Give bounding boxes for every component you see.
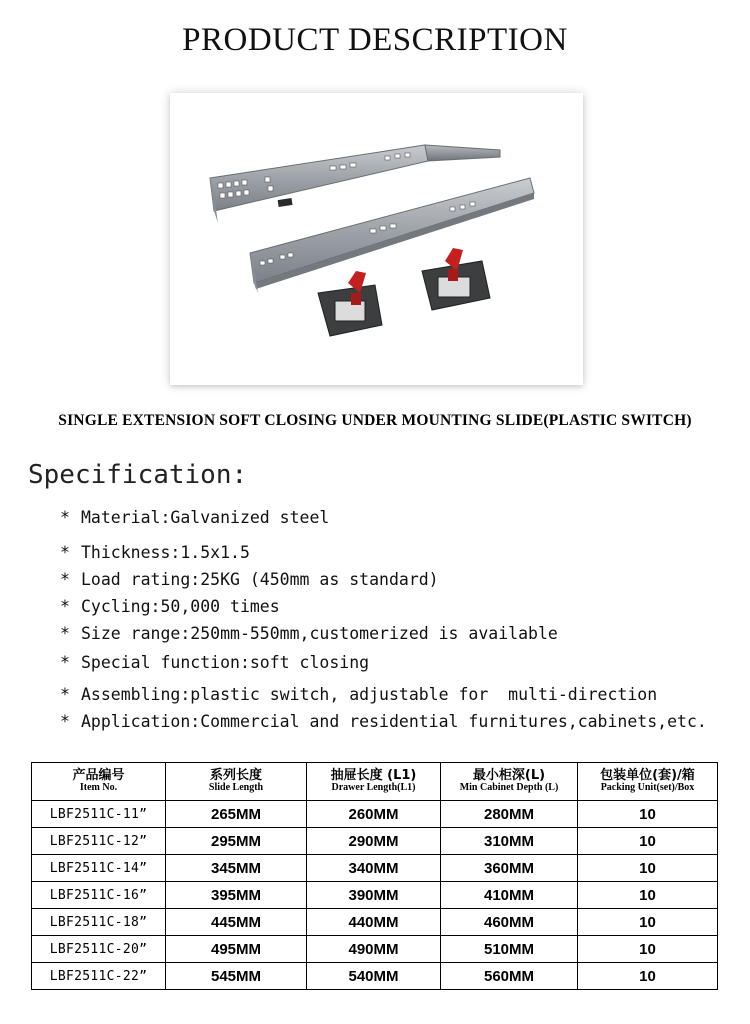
- product-photo: [170, 93, 583, 385]
- spec-text: Material:Galvanized steel: [81, 508, 330, 527]
- cell-min-cabinet-depth: 460MM: [441, 909, 578, 936]
- spec-item-application: [60, 712, 707, 731]
- drawer-slide-illustration: [170, 93, 583, 385]
- cell-packing-unit: 10: [578, 936, 718, 963]
- cell-slide-length: 345MM: [166, 855, 307, 882]
- bullet-mark: *: [60, 508, 70, 527]
- page-title: PRODUCT DESCRIPTION: [182, 22, 568, 58]
- spec-item-special-function: [60, 653, 369, 672]
- cell-drawer-length: 390MM: [307, 882, 441, 909]
- spec-text: Special function:soft closing: [81, 653, 370, 672]
- table-row: [32, 963, 718, 990]
- cell-packing-unit: 10: [578, 909, 718, 936]
- spec-item-cycling: [60, 597, 280, 616]
- cell-slide-length: 395MM: [166, 882, 307, 909]
- cell-min-cabinet-depth: 410MM: [441, 882, 578, 909]
- specification-heading: Specification:: [28, 460, 248, 490]
- spec-text: Size range:250mm-550mm,customerized is available: [81, 624, 558, 643]
- table-row: [32, 882, 718, 909]
- table-row: [32, 801, 718, 828]
- cell-min-cabinet-depth: 360MM: [441, 855, 578, 882]
- spec-text: Cycling:50,000 times: [81, 597, 280, 616]
- spec-item-size-range: [60, 624, 558, 643]
- bullet-mark: *: [60, 653, 70, 672]
- cell-item-no: LBF2511C-18”: [32, 909, 166, 936]
- cell-item-no: LBF2511C-20”: [32, 936, 166, 963]
- cell-slide-length: 495MM: [166, 936, 307, 963]
- spec-text: Load rating:25KG (450mm as standard): [81, 570, 439, 589]
- header-slide-length: 系列长度 Slide Length: [166, 763, 307, 801]
- cell-item-no: LBF2511C-11”: [32, 801, 166, 828]
- table-row: [32, 936, 718, 963]
- header-item-no: 产品编号 Item No.: [32, 763, 166, 801]
- spec-text: Thickness:1.5x1.5: [81, 543, 250, 562]
- cell-min-cabinet-depth: 560MM: [441, 963, 578, 990]
- cell-drawer-length: 540MM: [307, 963, 441, 990]
- bullet-mark: *: [60, 712, 70, 731]
- cell-slide-length: 265MM: [166, 801, 307, 828]
- cell-packing-unit: 10: [578, 882, 718, 909]
- cell-packing-unit: 10: [578, 963, 718, 990]
- cell-drawer-length: 440MM: [307, 909, 441, 936]
- cell-item-no: LBF2511C-14”: [32, 855, 166, 882]
- cell-slide-length: 295MM: [166, 828, 307, 855]
- cell-drawer-length: 290MM: [307, 828, 441, 855]
- header-packing-unit: 包装单位(套)/箱 Packing Unit(set)/Box: [578, 763, 718, 801]
- cell-packing-unit: 10: [578, 828, 718, 855]
- spec-item-material: [60, 508, 329, 527]
- bullet-mark: *: [60, 597, 70, 616]
- plastic-switch-right: [422, 248, 490, 310]
- bullet-mark: *: [60, 624, 70, 643]
- plastic-switch-left: [318, 271, 382, 336]
- product-subtitle: SINGLE EXTENSION SOFT CLOSING UNDER MOUNTING SLIDE(PLASTIC SWITCH): [58, 412, 692, 429]
- cell-min-cabinet-depth: 280MM: [441, 801, 578, 828]
- cell-min-cabinet-depth: 310MM: [441, 828, 578, 855]
- cell-item-no: LBF2511C-16”: [32, 882, 166, 909]
- table-row: [32, 855, 718, 882]
- header-min-cabinet-depth: 最小柜深(L) Min Cabinet Depth (L): [441, 763, 578, 801]
- table-header-row: [32, 763, 718, 801]
- bullet-mark: *: [60, 685, 70, 704]
- spec-item-thickness: [60, 543, 250, 562]
- table-row: [32, 909, 718, 936]
- bullet-mark: *: [60, 570, 70, 589]
- cell-drawer-length: 490MM: [307, 936, 441, 963]
- bullet-mark: *: [60, 543, 70, 562]
- cell-drawer-length: 340MM: [307, 855, 441, 882]
- header-drawer-length: 抽屉长度 (L1) Drawer Length(L1): [307, 763, 441, 801]
- lower-slide-rail: [250, 178, 534, 293]
- cell-min-cabinet-depth: 510MM: [441, 936, 578, 963]
- spec-text: Assembling:plastic switch, adjustable for multi-direction: [81, 685, 658, 704]
- table-row: [32, 828, 718, 855]
- spec-text: Application:Commercial and residential furnitures,cabinets,etc.: [81, 712, 707, 731]
- spec-item-load-rating: [60, 570, 439, 589]
- cell-packing-unit: 10: [578, 855, 718, 882]
- cell-drawer-length: 260MM: [307, 801, 441, 828]
- cell-packing-unit: 10: [578, 801, 718, 828]
- cell-item-no: LBF2511C-22”: [32, 963, 166, 990]
- cell-slide-length: 545MM: [166, 963, 307, 990]
- product-spec-table: [31, 762, 718, 990]
- spec-item-assembling: [60, 685, 657, 704]
- cell-item-no: LBF2511C-12”: [32, 828, 166, 855]
- cell-slide-length: 445MM: [166, 909, 307, 936]
